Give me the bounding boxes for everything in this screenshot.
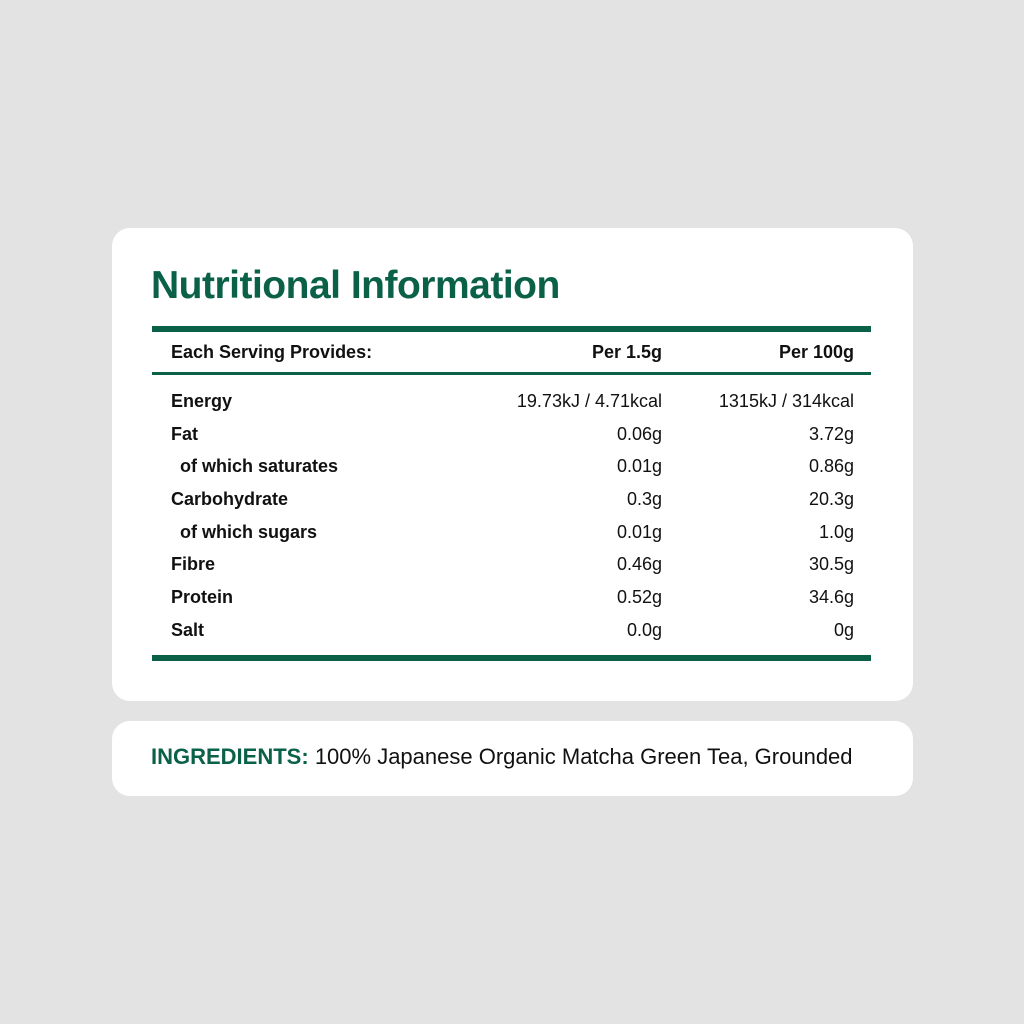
row-value-per-100g: 3.72g (808, 423, 854, 444)
row-label: Protein (171, 586, 234, 607)
table-row (152, 483, 871, 516)
row-value-per-serving: 0.52g (616, 586, 662, 607)
row-label: Carbohydrate (171, 488, 289, 509)
row-value-per-serving: 0.01g (616, 521, 662, 542)
page-title: Nutritional Information (151, 264, 560, 307)
row-value-per-100g: 0g (833, 619, 854, 640)
row-value-per-100g: 20.3g (808, 488, 854, 509)
row-label: Fibre (171, 554, 216, 575)
ingredients-card (112, 721, 913, 796)
header-label: Each Serving Provides: (171, 341, 373, 362)
row-label: Energy (171, 390, 233, 411)
row-value-per-100g: 34.6g (808, 586, 854, 607)
row-label: Fat (171, 423, 198, 444)
ingredients-label: INGREDIENTS: (151, 744, 309, 769)
row-value-per-serving: 0.3g (626, 488, 662, 509)
row-label: of which saturates (180, 456, 339, 477)
row-value-per-serving: 0.46g (616, 554, 662, 575)
table-row (152, 450, 871, 483)
row-value-per-100g: 1315kJ / 314kcal (718, 390, 854, 411)
table-row (152, 614, 871, 647)
table-header-row (152, 332, 871, 372)
ingredients-text: 100% Japanese Organic Matcha Green Tea, Grounded (314, 744, 853, 769)
table-row (152, 581, 871, 614)
row-value-per-100g: 1.0g (818, 521, 854, 542)
row-value-per-serving: 0.01g (616, 456, 662, 477)
row-value-per-100g: 30.5g (808, 554, 854, 575)
row-label: Salt (171, 619, 205, 640)
table-bottom-rule (152, 655, 871, 661)
header-col-per-100g: Per 100g (778, 341, 854, 362)
row-value-per-serving: 0.06g (616, 423, 662, 444)
nutrition-card (112, 228, 913, 701)
table-row (152, 516, 871, 549)
table-row (152, 385, 871, 418)
row-value-per-100g: 0.86g (808, 456, 854, 477)
header-col-per-serving: Per 1.5g (591, 341, 662, 362)
nutrition-table (152, 326, 871, 661)
table-row (152, 418, 871, 451)
ingredients-line (151, 744, 853, 770)
row-value-per-serving: 19.73kJ / 4.71kcal (516, 390, 662, 411)
row-label: of which sugars (180, 521, 318, 542)
table-row (152, 548, 871, 581)
row-value-per-serving: 0.0g (626, 619, 662, 640)
